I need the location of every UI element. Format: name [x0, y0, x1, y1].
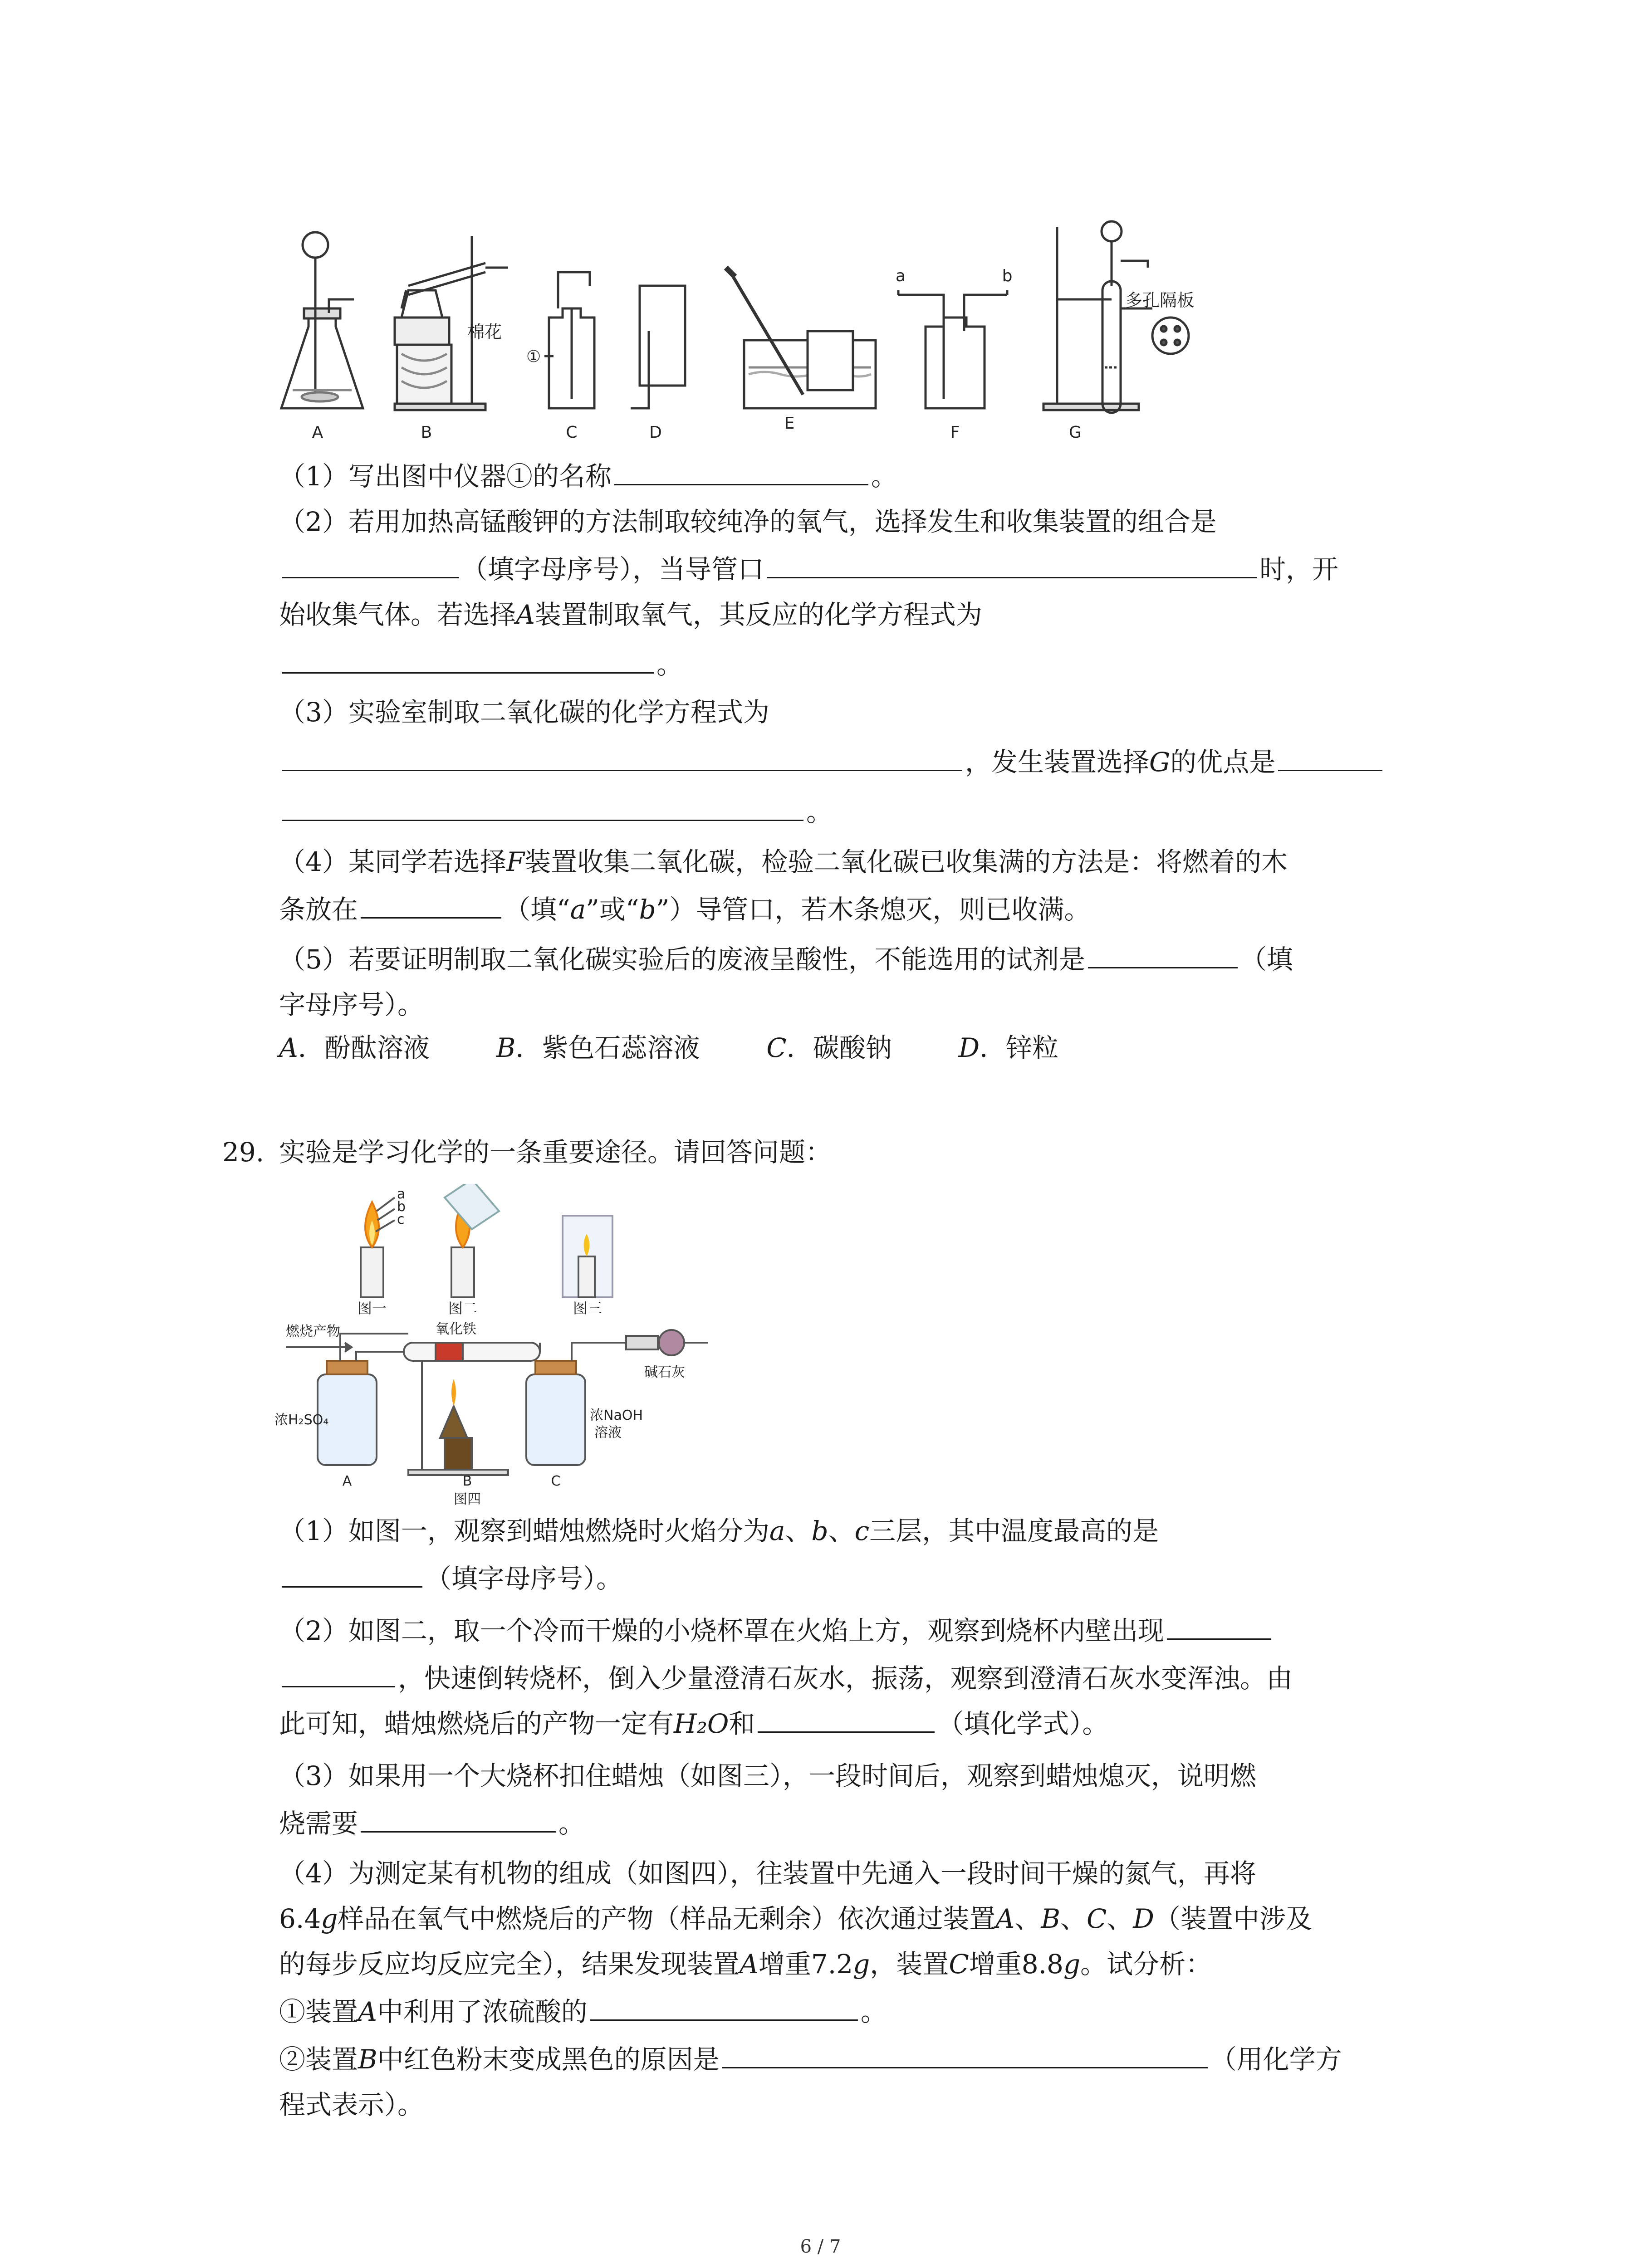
q28-p2-line3: 始收集气体。若选择A装置制取氧气，其反应的化学方程式为 — [279, 599, 982, 630]
q29-p1-line1: （1）如图一，观察到蜡烛燃烧时火焰分为a、b、c三层，其中温度最高的是 — [279, 1515, 1159, 1546]
label-c: C — [566, 423, 578, 442]
q29-p4-line2: 6.4g样品在氧气中燃烧后的产物（样品无剩余）依次通过装置A、B、C、D（装置中涉及 — [279, 1903, 1312, 1934]
q28-p3-line2: ，发生装置选择G的优点是 — [279, 744, 1385, 780]
label-b: B — [421, 423, 432, 442]
q29-p1-line2: （填字母序号）。 — [279, 1560, 622, 1597]
combustion-apparatus-drawing — [272, 1315, 726, 1506]
answer-blank[interactable] — [282, 794, 803, 821]
option-c[interactable]: C．碳酸钠 — [766, 1032, 892, 1063]
answer-blank[interactable] — [722, 2042, 1208, 2068]
q28-p2-line2: （填字母序号），当导管口 时，开 — [279, 551, 1338, 587]
apparatus-e — [726, 268, 876, 408]
flame-label-c: c — [397, 1212, 405, 1227]
apparatus-a — [281, 232, 363, 408]
q29-p4-line3: 的每步反应均反应完全），结果发现装置A增重7.2g，装置C增重8.8g。试分析： — [279, 1949, 1212, 1980]
answer-blank[interactable] — [361, 1806, 556, 1833]
q28-p5-line2: 字母序号）。 — [279, 989, 424, 1020]
q29-number: 29. — [222, 1137, 265, 1168]
caption-fig3: 图三 — [573, 1300, 603, 1315]
device-label-b: B — [462, 1473, 472, 1489]
tube-b-label: b — [1002, 267, 1013, 285]
tube-a-label: a — [895, 267, 906, 285]
q28-p1: （1）写出图中仪器①的名称 。 — [279, 458, 897, 494]
candle-drawing — [272, 1184, 726, 1315]
answer-blank[interactable] — [1278, 744, 1382, 771]
option-d[interactable]: D．锌粒 — [958, 1032, 1059, 1063]
caption-fig4: 图四 — [454, 1491, 481, 1506]
apparatus-f — [898, 290, 1007, 408]
q29-p4-sub2-line2: 程式表示）。 — [279, 2089, 424, 2120]
soda-lime-label: 碱石灰 — [644, 1364, 685, 1380]
iron-oxide-label: 氧化铁 — [436, 1321, 476, 1337]
q28-p5-options — [279, 1030, 1058, 1066]
q28-p4-line2: 条放在 （填“a”或“b”）导管口，若木条熄灭，则已收满。 — [279, 891, 1090, 928]
label-g: G — [1069, 423, 1082, 442]
answer-blank[interactable] — [282, 552, 459, 578]
q29-p2-line1: （2）如图二，取一个冷而干燥的小烧杯罩在火焰上方，观察到烧杯内壁出现 — [279, 1613, 1274, 1649]
answer-blank[interactable] — [590, 1994, 858, 2021]
label-f: F — [950, 423, 960, 442]
q28-p4-line1: （4）某同学若选择F装置收集二氧化碳，检验二氧化碳已收集满的方法是：将燃着的木 — [279, 846, 1288, 877]
q29-p4-line1: （4）为测定某有机物的组成（如图四），往装置中先通入一段时间干燥的氮气，再将 — [279, 1858, 1256, 1889]
answer-blank[interactable] — [1088, 942, 1238, 968]
naoh-label-1: 浓NaOH — [590, 1408, 643, 1423]
cotton-label: 棉花 — [467, 322, 502, 342]
answer-blank[interactable] — [361, 892, 501, 919]
apparatus-drawing — [272, 218, 1416, 454]
caption-fig2: 图二 — [448, 1300, 478, 1315]
q28-p3-line3: 。 — [279, 794, 833, 830]
caption-fig1: 图一 — [357, 1300, 387, 1315]
answer-blank[interactable] — [767, 552, 1257, 578]
q28-p3-line1: （3）实验室制取二氧化碳的化学方程式为 — [279, 697, 769, 728]
porous-plate-label: 多孔隔板 — [1125, 290, 1195, 310]
q29-p4-sub2: ②装置B中红色粉末变成黑色的原因是 （用化学方 — [279, 2041, 1342, 2077]
apparatus-g — [1043, 221, 1189, 413]
q28-p2-line1: （2）若用加热高锰酸钾的方法制取较纯净的氧气，选择发生和收集装置的组合是 — [279, 506, 1217, 537]
option-b[interactable]: B．紫色石蕊溶液 — [496, 1032, 700, 1063]
q28-p5-line1: （5）若要证明制取二氧化碳实验后的废液呈酸性，不能选用的试剂是 （填 — [279, 941, 1293, 978]
apparatus-c — [544, 272, 594, 408]
flame-label-a: a — [397, 1186, 406, 1202]
q29-p3-line2: 烧需要 。 — [279, 1805, 585, 1842]
page-number: 6 / 7 — [800, 2236, 841, 2257]
label-d: D — [649, 423, 662, 442]
answer-blank[interactable] — [282, 1561, 422, 1588]
q29-stem: 实验是学习化学的一条重要途径。请回答问题： — [279, 1137, 832, 1168]
answer-blank[interactable] — [282, 647, 654, 674]
answer-blank[interactable] — [758, 1706, 935, 1733]
option-a[interactable]: A．酚酞溶液 — [279, 1032, 430, 1063]
q29-p3-line1: （3）如果用一个大烧杯扣住蜡烛（如图三），一段时间后，观察到蜡烛熄灭，说明燃 — [279, 1760, 1256, 1791]
device-label-a: A — [342, 1473, 352, 1489]
answer-blank[interactable] — [282, 1661, 395, 1687]
candle-figure — [272, 1184, 726, 1315]
device-label-c: C — [551, 1473, 561, 1489]
combustion-apparatus-figure — [272, 1315, 726, 1506]
answer-blank[interactable] — [614, 459, 868, 485]
answer-blank[interactable] — [282, 744, 962, 771]
h2so4-label: 浓H₂SO₄ — [274, 1412, 329, 1428]
q28-p2-line4: 。 — [279, 646, 683, 683]
apparatus-figure — [272, 218, 1416, 454]
label-a: A — [312, 423, 323, 442]
combustion-products-label: 燃烧产物 — [286, 1324, 340, 1339]
instrument-marker: ① — [526, 347, 541, 366]
naoh-label-2: 溶液 — [594, 1425, 622, 1441]
q29-p2-line2: ，快速倒转烧杯，倒入少量澄清石灰水，振荡，观察到澄清石灰水变浑浊。由 — [279, 1660, 1293, 1696]
q29-p4-sub1: ①装置A中利用了浓硫酸的 。 — [279, 1994, 887, 2030]
flame-label-b: b — [397, 1199, 406, 1215]
answer-blank[interactable] — [1167, 1613, 1271, 1640]
apparatus-d — [631, 286, 685, 408]
q29-p2-line3: 此可知，蜡烛燃烧后的产物一定有H₂O和 （填化学式）。 — [279, 1706, 1108, 1742]
label-e: E — [784, 414, 795, 433]
